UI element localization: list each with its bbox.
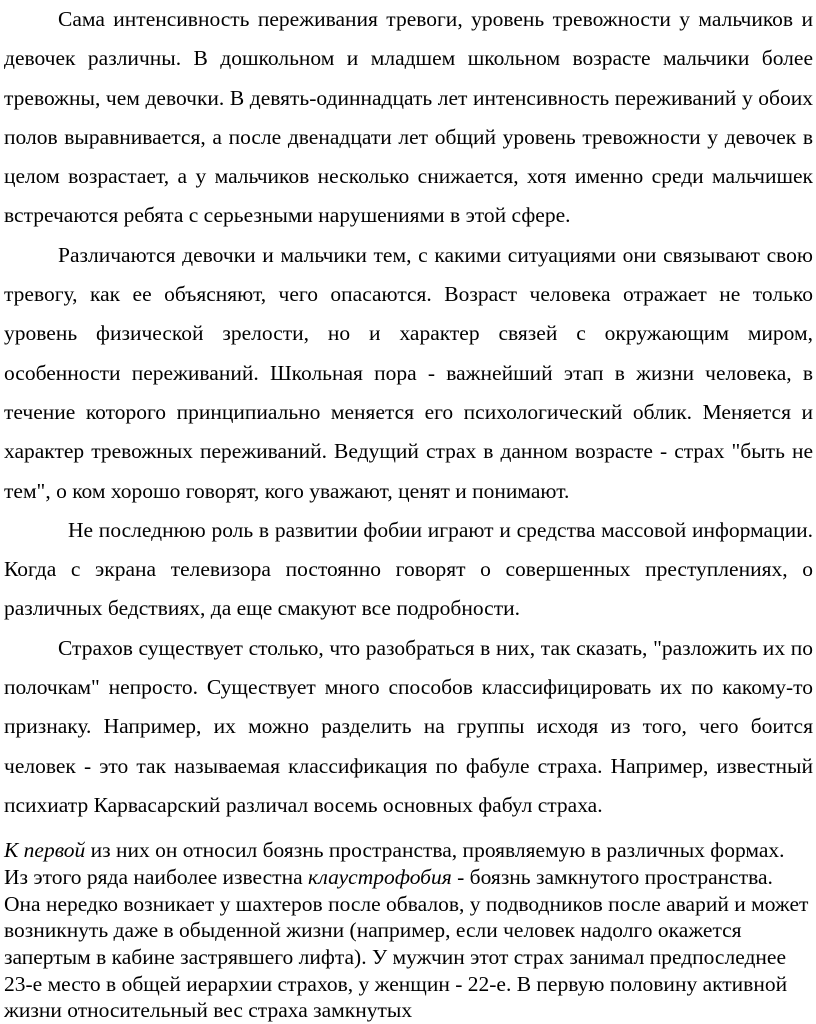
paragraph-4: Страхов существует столько, что разобраться в них, так сказать, "разложить их по полочкам" непросто. Существует много способов классифицировать их по какому-то признаку. Например, их можно разделить на группы исходя из того, чего боится человек - это так называемая классификация по фабуле страха. Например, известный психиатр Карвасарский различал восемь основных фабул страха. — [4, 635, 813, 817]
paragraph-3: Не последнюю роль в развитии фобии играют и средства массовой информации. Когда с экрана телевизора постоянно говорят о совершенных преступлениях, о различных бедствиях, да еще смакуют все подробности. — [4, 517, 813, 621]
document-page — [4, 0, 813, 1024]
paragraph-5-part-1: из них он относил боязнь пространства, проявляемую в различных формах. Из этого ряда наиболее известна — [4, 838, 785, 889]
paragraph-2: Различаются девочки и мальчики тем, с какими ситуациями они связывают свою тревогу, как ее объясняют, чего опасаются. Возраст человека отражает не только уровень физической зрелости, но и характер связей с окружающим миром, особенности переживаний. Школьная пора - важнейший этап в жизни человека, в течение которого принципиально меняется его психологический облик. Меняется и характер тревожных переживаний. Ведущий страх в данном возрасте - страх "быть не тем", о ком хорошо говорят, кого уважают, ценят и понимают. — [4, 242, 813, 503]
italic-term: клаустрофобия — [308, 864, 452, 889]
paragraph-5-part-2: - боязнь замкнутого пространства. Она нередко возникает у шахтеров после обвалов, у подводников после аварий и может возникнуть даже в обыденной жизни (например, если человек надолго окажется запертым в кабине застрявшего лифта). У мужчин этот страх занимал предпоследнее 23-е место в общей иерархии страхов, у женщин - 22-е. В первую половину активной жизни относительный вес страха замкнутых — [4, 864, 809, 1023]
paragraph-1: Сама интенсивность переживания тревоги, уровень тревожности у мальчиков и девочек различны. В дошкольном и младшем школьном возрасте мальчики более тревожны, чем девочки. В девять-одиннадцать лет интенсивность переживаний у обоих полов выравнивается, а после двенадцати лет общий уровень тревожности у девочек в целом возрастает, а у мальчиков несколько снижается, хотя именно среди мальчишек встречаются ребята с серьезными нарушениями в этой сфере. — [4, 7, 813, 228]
paragraph-5 — [4, 837, 813, 1024]
italic-lead: К первой — [4, 838, 86, 863]
